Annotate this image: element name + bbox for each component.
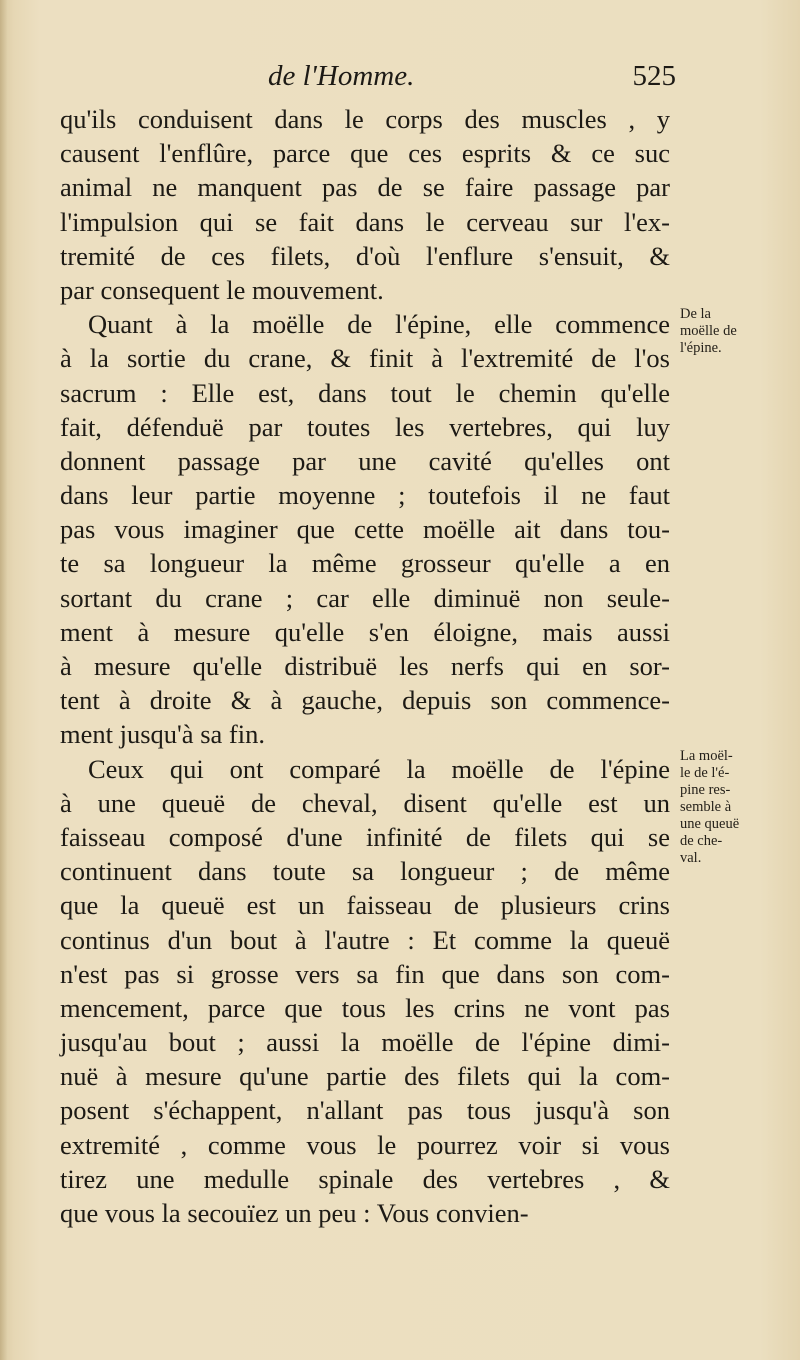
text-line: par consequent le mouvement. [60, 274, 384, 305]
text-line: mencement, parce que tous les crins ne vont pas [60, 992, 670, 1023]
margin-note-line: semble à [680, 799, 732, 815]
text-line: que la queuë est un faisseau de plusieurs crins [60, 890, 670, 921]
text-line: n'est pas si grosse vers sa fin que dans son com- [60, 958, 670, 989]
margin-note-line: de che- [680, 833, 723, 849]
text-line: Ceux qui ont comparé la moëlle de l'épine [88, 753, 670, 784]
text-line: l'impulsion qui se fait dans le cerveau sur l'ex- [60, 206, 670, 237]
text-line: Quant à la moëlle de l'épine, elle commence [88, 309, 670, 340]
page-gutter-shadow [0, 0, 8, 1360]
page-header [56, 58, 676, 98]
text-line: jusqu'au bout ; aussi la moëlle de l'épine dimi- [60, 1027, 670, 1058]
text-line: à une queuë de cheval, disent qu'elle est un [60, 787, 670, 818]
text-line: à la sortie du crane, & finit à l'extremité de l'os [60, 343, 670, 374]
margin-note-line: pine res- [680, 782, 731, 798]
margin-note-line: moëlle de [680, 323, 737, 339]
text-line: extremité , comme vous le pourrez voir si vous [60, 1129, 670, 1160]
page-number: 525 [632, 60, 676, 92]
paragraph [60, 752, 670, 1231]
text-line: qu'ils conduisent dans le corps des muscles , y [60, 104, 670, 134]
text-line: te sa longueur la même grosseur qu'elle a en [60, 548, 670, 579]
text-line: donnent passage par une cavité qu'elles ont [60, 445, 670, 476]
running-title: de l'Homme. [268, 60, 415, 92]
text-line: continus d'un bout à l'autre : Et comme la queuë [60, 924, 670, 955]
text-line: sortant du crane ; car elle diminuë non seule- [60, 582, 670, 613]
margin-note-line: De la [680, 306, 711, 322]
text-line: pas vous imaginer que cette moëlle ait dans tou- [60, 514, 670, 545]
body-text [60, 102, 670, 1230]
text-line: posent s'échappent, n'allant pas tous jusqu'à son [60, 1095, 670, 1126]
text-line: sacrum : Elle est, dans tout le chemin qu'elle [60, 377, 670, 408]
text-line: tent à droite & à gauche, depuis son commence- [60, 685, 670, 716]
margin-note-moelle-epine [680, 306, 792, 357]
margin-note-line: La moël- [680, 748, 733, 764]
margin-note-line: l'épine. [680, 340, 722, 356]
text-line: causent l'enflûre, parce que ces esprits & ce suc [60, 138, 670, 169]
margin-note-queue-cheval [680, 748, 792, 867]
margin-note-line: le de l'é- [680, 765, 730, 781]
text-line: animal ne manquent pas de se faire passage par [60, 172, 670, 203]
text-line: à mesure qu'elle distribuë les nerfs qui en sor- [60, 651, 670, 681]
paragraph [60, 102, 670, 307]
paragraph [60, 307, 670, 751]
text-line: tremité de ces filets, d'où l'enflure s'ensuit, & [60, 240, 670, 271]
text-line: tirez une medulle spinale des vertebres , & [60, 1163, 670, 1194]
text-line: nuë à mesure qu'une partie des filets qui la com- [60, 1061, 670, 1092]
text-line: faisseau composé d'une infinité de filets qui se [60, 821, 670, 852]
margin-note-line: val. [680, 850, 702, 866]
text-line: dans leur partie moyenne ; toutefois il ne faut [60, 480, 670, 511]
text-line: fait, défenduë par toutes les vertebres, qui luy [60, 411, 670, 442]
text-line: ment à mesure qu'elle s'en éloigne, mais aussi [60, 616, 670, 647]
text-line: continuent dans toute sa longueur ; de même [60, 856, 670, 887]
text-line: que vous la secouïez un peu : Vous convien- [60, 1198, 529, 1228]
margin-note-line: une queuë [680, 816, 740, 832]
text-line: ment jusqu'à sa fin. [60, 719, 265, 750]
